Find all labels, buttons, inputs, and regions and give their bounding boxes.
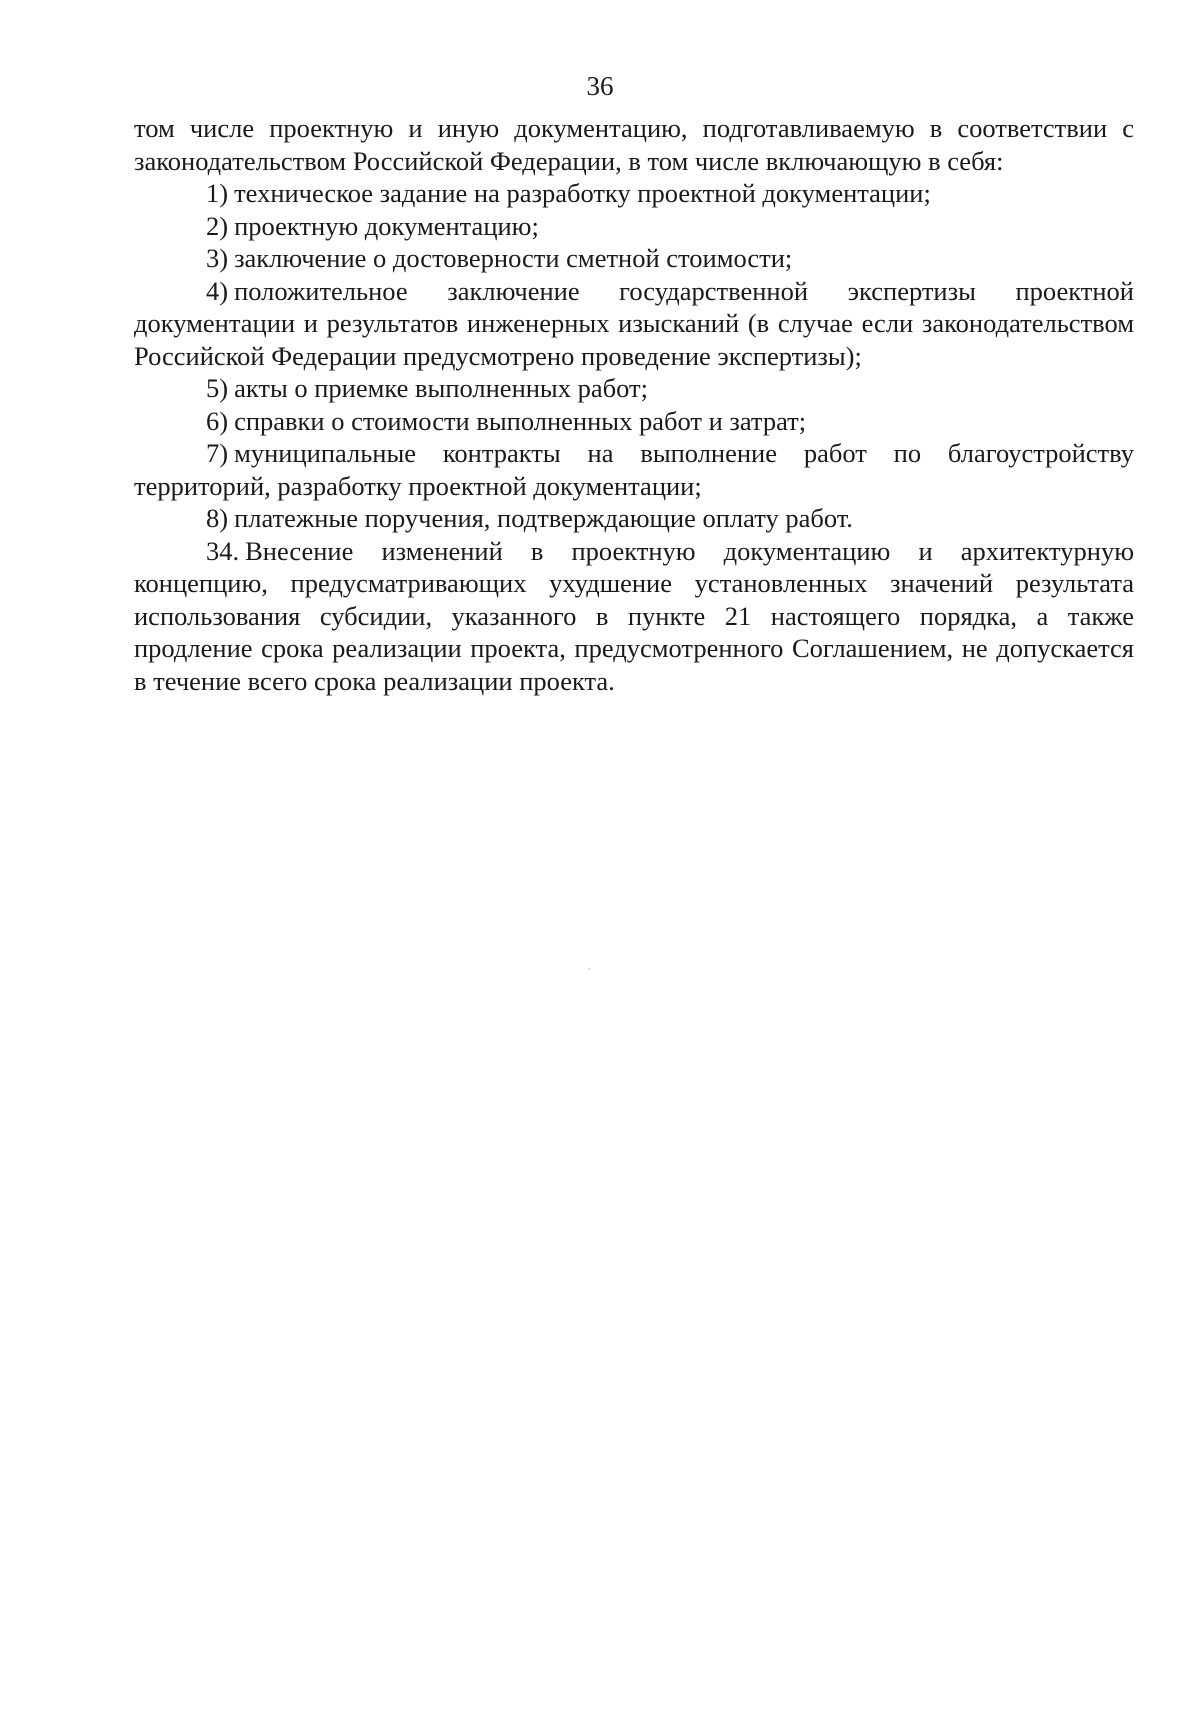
page-number: 36 xyxy=(586,71,614,101)
list-item-text: заключение о достоверности сметной стоимости; xyxy=(234,243,793,273)
list-item-number: 3) xyxy=(206,243,229,273)
list-item-text: проектную документацию; xyxy=(234,210,539,241)
list-item xyxy=(134,177,1134,210)
list-item xyxy=(134,502,1134,535)
intro-paragraph: том числе проектную и иную документацию, подготавливаемую в соответствии с законодательством Российской Федерации, в том числе включающую в себя: xyxy=(134,113,1134,176)
clause-34-paragraph xyxy=(134,535,1134,698)
list-item-number: 8) xyxy=(206,503,229,533)
list-item xyxy=(134,242,1134,275)
list-item xyxy=(134,437,1134,502)
scan-artifact xyxy=(588,968,591,970)
list-item-number: 1) xyxy=(206,178,229,208)
documents-list xyxy=(134,177,1134,535)
list-item-number: 2) xyxy=(206,210,229,241)
list-item-text: справки о стоимости выполненных работ и затрат; xyxy=(234,405,807,436)
clause-text: Внесение изменений в проектную документацию и архитектурную концепцию, предусматривающих ухудшение установленных значений результата использования субсидии, указанного в пункте 21 настоящего порядка, а также продление срока реализации проекта, предусмотренного Соглашением, не допускается в течение всего срока реализации проекта. xyxy=(134,535,1134,696)
list-item-number: 6) xyxy=(206,405,229,436)
list-item-number: 4) xyxy=(206,275,229,306)
list-item-text: муниципальные контракты на выполнение работ по благоустройству территорий, разработку проектной документации; xyxy=(134,438,1134,501)
list-item-text: техническое задание на разработку проектной документации; xyxy=(234,178,931,208)
document-body xyxy=(134,112,1134,697)
list-item xyxy=(134,275,1134,373)
list-item xyxy=(134,372,1134,405)
list-item-text: платежные поручения, подтверждающие оплату работ. xyxy=(234,503,853,533)
clause-number: 34. xyxy=(206,535,240,566)
list-item-text: акты о приемке выполненных работ; xyxy=(234,373,648,403)
list-item-text: положительное заключение государственной экспертизы проектной документации и результатов инженерных изысканий (в случае если законодательством Российской Федерации предусмотрено проведение экспертизы); xyxy=(134,275,1134,371)
list-item-number: 7) xyxy=(206,438,229,468)
list-item xyxy=(134,210,1134,243)
list-item xyxy=(134,405,1134,438)
list-item-number: 5) xyxy=(206,373,229,403)
